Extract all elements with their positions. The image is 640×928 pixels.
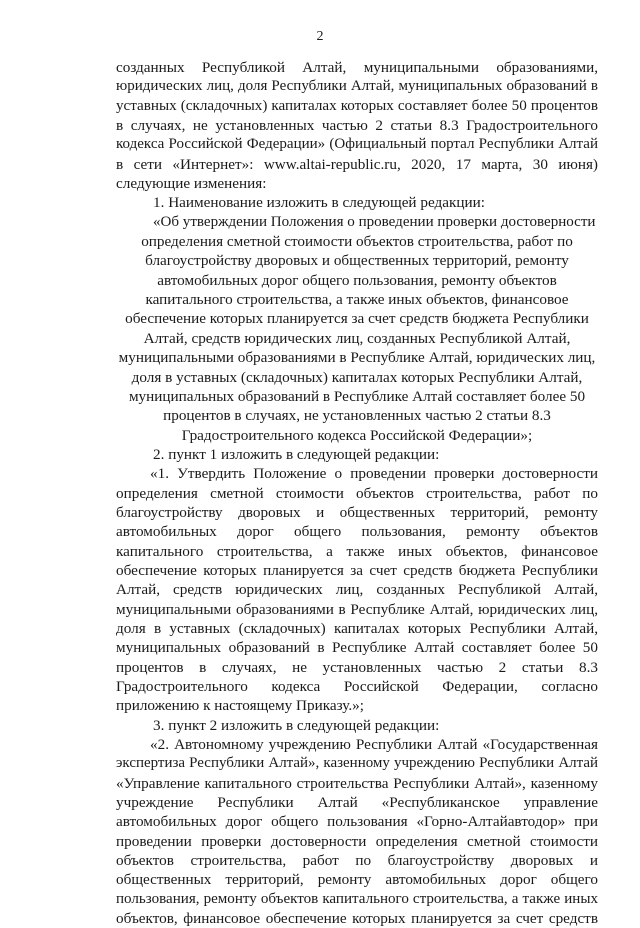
text-line: автомобильных дорог общего пользования «Горно-Алтайавтодор» при xyxy=(116,813,598,831)
text-line: объектов строительства, работ по благоустройству дворовых и xyxy=(116,852,598,870)
text-line: следующие изменения: xyxy=(116,175,267,193)
text-line: определения сметной стоимости объектов строительства, работ по xyxy=(141,233,573,251)
text-line: 1. Наименование изложить в следующей редакции: xyxy=(153,194,485,212)
text-line: обеспечение которых планируется за счет средств бюджета Республики xyxy=(125,310,589,328)
text-line: автомобильных дорог общего пользования, ремонту объектов xyxy=(157,271,557,289)
text-line: капитального строительства, а также иных объектов, финансовое xyxy=(145,291,569,309)
text-line: благоустройству дворовых и общественных территорий, ремонту xyxy=(116,503,598,521)
text-line: капитального строительства, а также иных объектов, финансовое xyxy=(116,542,598,560)
text-line: приложению к настоящему Приказу.»; xyxy=(116,697,364,715)
text-line: юридических лиц, доля Республики Алтай, муниципальных образований в xyxy=(116,78,598,95)
text-line: Алтай, средств юридических лиц, созданных Республикой Алтай, xyxy=(143,329,571,347)
text-line: «Управление капитального строительства Республики Алтай», казенному xyxy=(116,774,598,792)
text-line: «2. Автономному учреждению Республики Алтай «Государственная xyxy=(150,736,598,754)
text-line: учреждение Республики Алтай «Республиканское управление xyxy=(116,794,598,812)
text-line: Алтай, средств юридических лиц, созданных Республикой Алтай, xyxy=(116,581,598,599)
text-line: уставных (складочных) капиталах которых составляет более 50 процентов xyxy=(116,97,598,114)
text-line: 3. пункт 2 изложить в следующей редакции: xyxy=(153,716,440,734)
text-line: процентов в случаях, не установленных частью 2 статьи 8.3 xyxy=(163,407,551,425)
text-line: 2. пункт 1 изложить в следующей редакции: xyxy=(153,445,440,463)
text-line: в сети «Интернет»: www.altai-republic.ru, 2020, 17 марта, 30 июня) xyxy=(116,155,598,173)
text-line: Градостроительного кодекса Российской Федерации»; xyxy=(181,426,533,444)
text-line: определения сметной стоимости объектов строительства, работ по xyxy=(116,484,598,502)
text-line: кодекса Российской Федерации» (Официальный портал Республики Алтай xyxy=(116,136,598,153)
page-number: 2 xyxy=(316,29,324,44)
text-line: проведении проверки достоверности определения сметной стоимости xyxy=(116,832,598,850)
text-line: «1. Утвердить Положение о проведении проверки достоверности xyxy=(150,465,598,483)
document-body xyxy=(116,58,598,928)
text-line: доля в уставных (складочных) капиталах которых Республики Алтай, xyxy=(131,368,583,386)
text-line: созданных Республикой Алтай, муниципальными образованиями, xyxy=(116,59,598,76)
text-line: процентов в случаях, не установленных частью 2 статьи 8.3 xyxy=(116,658,598,676)
text-line: обеспечение которых планируется за счет средств бюджета Республики xyxy=(116,561,598,579)
text-line: объектов, финансовое обеспечение которых планируется за счет средств xyxy=(116,910,598,928)
text-line: «Об утверждении Положения о проведении проверки достоверности xyxy=(153,213,596,230)
text-line: автомобильных дорог общего пользования, ремонту объектов xyxy=(116,523,598,541)
text-line: доля в уставных (складочных) капиталах которых Республики Алтай, xyxy=(116,619,598,637)
text-line: муниципальных образований в Республике Алтай составляет более 50 xyxy=(128,387,586,405)
text-line: муниципальных образований в Республике Алтай составляет более 50 xyxy=(116,639,598,657)
text-line: муниципальными образованиями в Республике Алтай, юридических лиц, xyxy=(118,349,596,367)
text-line: в случаях, не установленных частью 2 статьи 8.3 Градостроительного xyxy=(116,117,598,135)
text-line: муниципальными образованиями в Республике Алтай, юридических лиц, xyxy=(116,600,598,618)
text-line: Градостроительного кодекса Российской Федерации, согласно xyxy=(116,678,598,695)
text-line: экспертиза Республики Алтай», казенному учреждению Республики Алтай xyxy=(116,755,598,772)
text-line: общественных территорий, ремонту автомобильных дорог общего xyxy=(116,871,598,889)
text-line: благоустройству дворовых и общественных территорий, ремонту xyxy=(145,252,569,270)
text-line: пользования, ремонту объектов капитального строительства, а также иных xyxy=(116,890,598,907)
